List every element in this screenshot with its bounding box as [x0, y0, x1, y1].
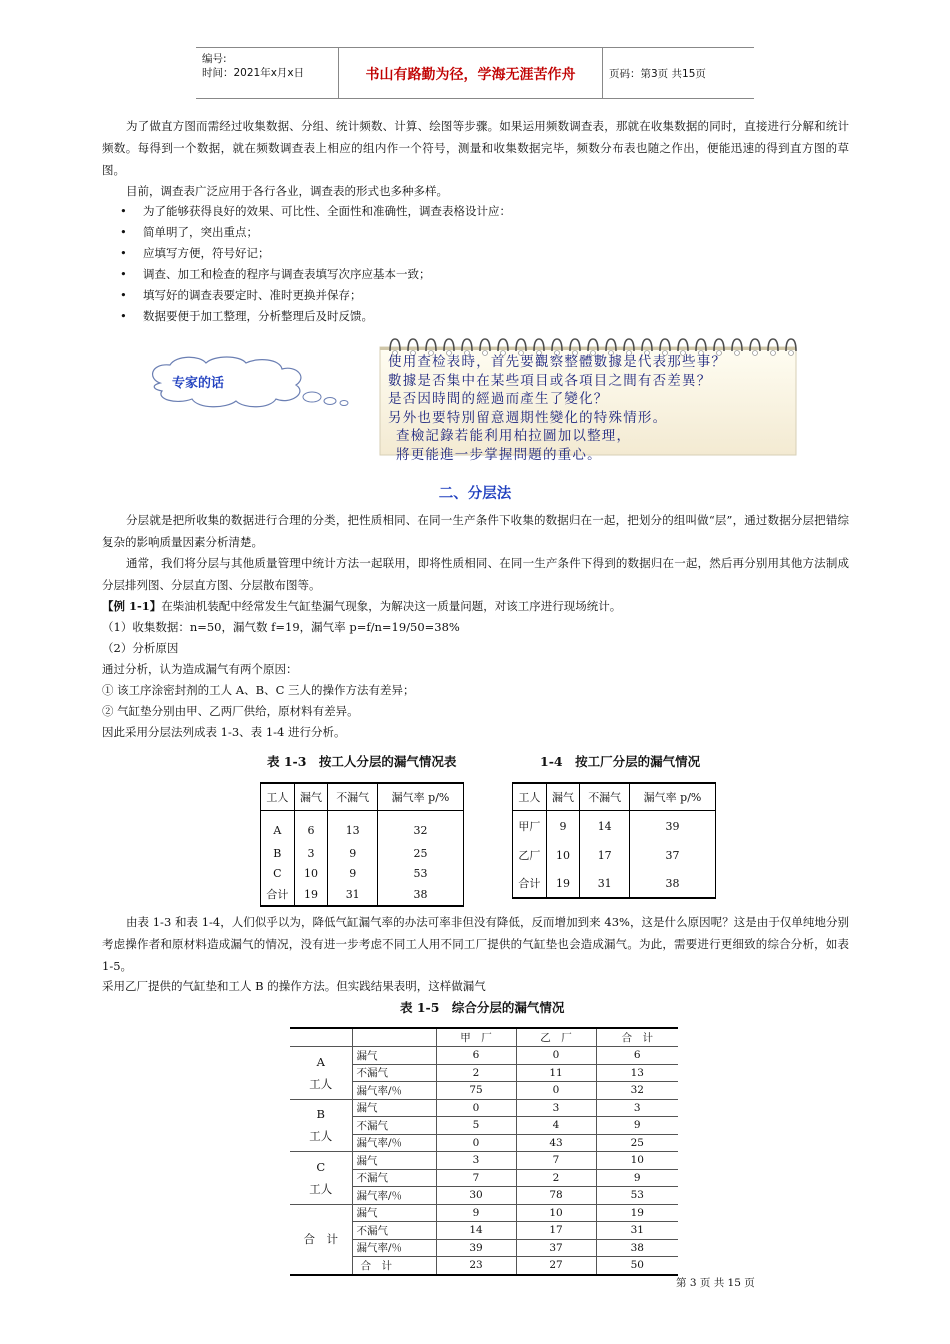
text-line: 通过分析，认为造成漏气有两个原因： [102, 662, 298, 676]
list-item: • 调查、加工和检查的程序与调查表填写次序应基本一致； [120, 267, 431, 281]
table-header: 工人 [513, 783, 547, 811]
table-header: 工人 [261, 783, 295, 811]
table-header: 不漏气 [580, 783, 630, 811]
table-1-4 [512, 782, 716, 899]
note-line: 使用查检表時，首先要觀察整體數據是代表那些事？ [388, 354, 727, 370]
intro-paragraph-2: 目前，调查表广泛应用于各行各业，调查表的形式也多种多样。 [126, 184, 448, 198]
list-item: • 为了能够获得良好的效果、可比性、全面性和准确性，调查表格设计应： [120, 204, 511, 218]
table-header: 漏气率 p/% [378, 783, 464, 811]
table-row: 甲厂 9 14 39 [513, 811, 716, 842]
table-1-4-caption: 1-4 按工厂分层的漏气情况 [540, 754, 701, 769]
date-label: 时间：2021年x月x日 [202, 67, 305, 79]
section-paragraph-2: 通常，我们将分层与其他质量管理中统计方法一起联用，即将性质相同、在同一生产条件下得到的数据归在一起，然后再分别用其他方法制成分层排列图、分层直方图、分层散布图等。 [102, 556, 849, 592]
table-header: 漏气 [294, 783, 328, 811]
table-header: 甲 厂 [436, 1028, 516, 1047]
table-row: 不漏气 7 2 9 [290, 1169, 678, 1187]
list-item: • 数据要便于加工整理，分析整理后及时反馈。 [120, 309, 373, 323]
table-row: 不漏气 14 17 31 [290, 1222, 678, 1240]
header-left [202, 52, 304, 80]
number-label: 编号: [202, 53, 227, 65]
list-item: • 简单明了，突出重点； [120, 225, 258, 239]
table-row: B 3 9 25 [261, 843, 464, 863]
list-item: • 填写好的调查表要定时、准时更换并保存； [120, 288, 362, 302]
table-row: 合计 19 31 38 [261, 883, 464, 906]
table-header: 不漏气 [328, 783, 378, 811]
group-label: 合 计 [290, 1204, 352, 1275]
note-line: 是否因時間的經過而產生了變化？ [388, 391, 609, 407]
table-row: 不漏气 2 11 13 [290, 1064, 678, 1082]
note-line: 數據是否集中在某些項目或各項目之間有否差異？ [388, 372, 712, 389]
table-header: 漏气率 p/% [630, 783, 716, 811]
table-row: 漏气率/％ 0 43 25 [290, 1134, 678, 1152]
table-row: A 6 13 32 [261, 811, 464, 844]
section-paragraph-1: 分层就是把所收集的数据进行合理的分类，把性质相同、在同一生产条件下收集的数据归在一起，把划分的组叫做“层”，通过数据分层把错综复杂的影响质量因素分析清楚。 [102, 513, 849, 549]
table-row: A 工人 漏气 6 0 6 [290, 1047, 678, 1065]
note-line: 將更能進一步掌握問題的重心。 [396, 446, 602, 463]
table-row: C 工人 漏气 3 7 10 [290, 1152, 678, 1170]
table-row: 漏气率/％ 39 37 38 [290, 1239, 678, 1257]
table-header: 合 计 [596, 1028, 678, 1047]
table-row: 不漏气 5 4 9 [290, 1117, 678, 1135]
text-line: 采用乙厂提供的气缸垫和工人 B 的操作方法。但实践结果表明，这样做漏气 [102, 979, 486, 993]
table-1-5-caption: 表 1-5 综合分层的漏气情况 [400, 1000, 565, 1015]
table-row: 乙厂 10 17 37 [513, 841, 716, 869]
table-row: B 工人 漏气 0 3 3 [290, 1099, 678, 1117]
list-item: • 应填写方便，符号好记； [120, 246, 270, 260]
table-row: 合 计 23 27 50 [290, 1257, 678, 1275]
page-header [196, 47, 754, 99]
analysis-paragraph: 由表 1-3 和表 1-4，人们似乎以为，降低气缸漏气率的办法可率非但没有降低，反而增加到来 43%，这是什么原因呢？这是由于仅单纯地分别考虑操作者和原材料造成漏气的情况，没有进一步考虑不同工人用不同工厂提供的气缸垫也会造成漏气。为此，需要进行更细致的综合分析，如表 1-5。 [102, 915, 849, 973]
table-header: 乙 厂 [516, 1028, 596, 1047]
note-line: 另外也要特別留意週期性變化的特殊情形。 [388, 409, 668, 426]
text-line: （1）收集数据：n=50，漏气数 f=19，漏气率 p=f/n=19/50=38% [102, 620, 460, 634]
table-row: 漏气率/％ 30 78 53 [290, 1187, 678, 1205]
header-page-info: 页码：第3页 共15页 [609, 68, 706, 80]
table-row: 合计 19 31 38 [513, 869, 716, 898]
text-line: （2）分析原因 [102, 641, 179, 655]
text-line: ② 气缸垫分别由甲、乙两厂供给，原材料有差异。 [102, 704, 359, 718]
table-1-3 [260, 782, 464, 907]
table-row: 合 计 漏气 9 10 19 [290, 1204, 678, 1222]
section-heading: 二、分层法 [438, 486, 512, 502]
expert-note [388, 353, 808, 464]
example-tag: 【例 1-1】 [102, 599, 162, 613]
page-footer: 第 3 页 共 15 页 [676, 1277, 755, 1289]
header-motto: 书山有路勤为径，学海无涯苦作舟 [365, 67, 576, 83]
expert-label: 专家的话 [172, 376, 225, 391]
group-label: C 工人 [290, 1152, 352, 1205]
bullet-list [120, 201, 511, 327]
group-label: A 工人 [290, 1047, 352, 1100]
intro-paragraph-1: 为了做直方图而需经过收集数据、分组、统计频数、计算、绘图等步骤。如果运用频数调查表，那就在收集数据的同时，直接进行分解和统计频数。每得到一个数据，就在频数调查表上相应的组内作一个符号，测量和收集数据完毕，频数分布表也随之作出，便能迅速的得到直方图的草图。 [102, 119, 849, 177]
example-line: 【例 1-1】在柴油机装配中经常发生气缸垫漏气现象，为解决这一质量问题，对该工序进行现场统计。 [102, 599, 622, 613]
note-line: 查檢記錄若能利用柏拉圖加以整理， [396, 428, 632, 444]
text-line: 因此采用分层法列成表 1-3、表 1-4 进行分析。 [102, 725, 346, 739]
text-line: ① 该工序涂密封剂的工人 A、B、C 三人的操作方法有差异； [102, 683, 415, 697]
table-header: 漏气 [546, 783, 580, 811]
group-label: B 工人 [290, 1099, 352, 1152]
table-row: 漏气率/％ 75 0 32 [290, 1082, 678, 1100]
table-row: C 10 9 53 [261, 863, 464, 883]
table-1-5 [290, 1027, 678, 1276]
table-1-3-caption: 表 1-3 按工人分层的漏气情况表 [267, 754, 457, 769]
